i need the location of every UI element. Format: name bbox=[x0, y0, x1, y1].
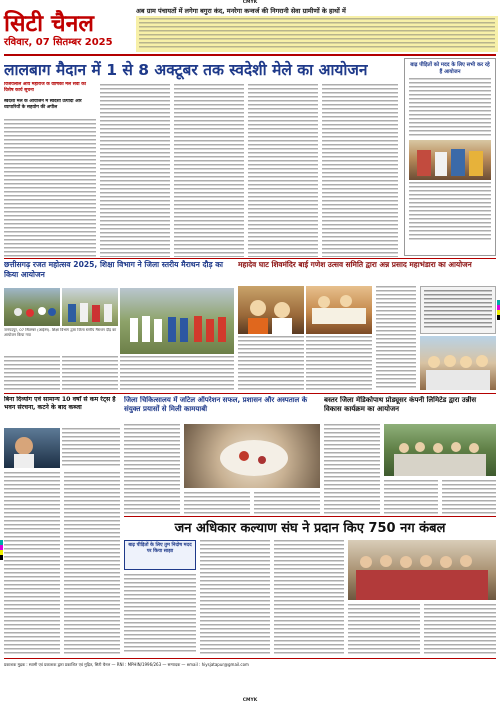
right-promo-box bbox=[420, 286, 496, 334]
story6-photo bbox=[384, 424, 496, 476]
masthead-title: सिटी चैनल bbox=[4, 10, 95, 37]
lead-col3-text bbox=[174, 84, 244, 257]
story4-photo-caption bbox=[62, 428, 120, 468]
story2-text-c bbox=[120, 356, 234, 390]
divider-2 bbox=[4, 393, 496, 394]
divider-1 bbox=[4, 258, 496, 259]
cmyk-mark-top: CMYK bbox=[242, 0, 258, 5]
story7-box-text: बाढ़ पीड़ितों के लिए तुम निदोष मदद पर किया साझा bbox=[128, 543, 192, 554]
side-box-headline: बाढ़ पीड़ितों को मदद के लिए सभी कर रहे हैं आयोजन bbox=[410, 62, 490, 75]
divider-3 bbox=[124, 516, 496, 517]
side-box-text-2 bbox=[409, 182, 491, 240]
story2-photo-3 bbox=[120, 288, 234, 354]
story3-photo-1 bbox=[238, 286, 304, 334]
story5-text-c bbox=[254, 492, 320, 514]
story3-text-b bbox=[306, 336, 372, 390]
story4-photo bbox=[4, 428, 60, 468]
lead-col4-text bbox=[248, 84, 318, 257]
story6-text-c bbox=[442, 480, 496, 514]
story4-text-b bbox=[64, 472, 120, 654]
story7-photo bbox=[348, 540, 496, 600]
side-box-photo bbox=[409, 140, 491, 180]
story7-text-a bbox=[124, 574, 196, 654]
story2-headline: छत्तीसगढ़ रजत महोत्सव 2025, शिक्षा विभाग ने जिला स्तरीय मैराथन दौड़ का किया आयोजन bbox=[4, 260, 223, 279]
story6-text-b bbox=[384, 480, 438, 514]
footer-rule bbox=[4, 658, 496, 659]
story2-caption: जनपदपुर, 07 सितम्बर (आईस्न). शिक्षा विभाग द्वारा जिला स्तरीय मैराथन दौड़ का आयोजन किया गया bbox=[4, 328, 117, 337]
story5-text-b bbox=[184, 492, 250, 514]
story7-text-e bbox=[424, 604, 496, 654]
lead-col1-text bbox=[4, 119, 96, 257]
masthead-date: रविवार, 07 सितम्बर 2025 bbox=[4, 37, 113, 48]
ticker-headline: अब ग्राम पंचायतों में लगेगा बगुरा कंद, मनरेगा कन्वर्ज की निगरानी सेवा ग्रामीणों के हाथों में bbox=[136, 7, 346, 15]
right-promo-photo bbox=[420, 336, 496, 390]
lead-kicker: विजयलाल आर्य महाराज के वार्षिकी मेले सेवा का विशेष कार्य सूचना bbox=[4, 82, 86, 93]
story3-text-c bbox=[376, 286, 416, 390]
story2-text-b bbox=[62, 356, 118, 390]
ticker-body bbox=[136, 16, 498, 52]
lead-headline: लालबाग मैदान में 1 से 8 अक्टूबर तक स्वदेशी मेले का आयोजन bbox=[4, 61, 368, 79]
story3-photo-2 bbox=[306, 286, 372, 334]
story5-photo bbox=[184, 424, 320, 488]
story7-text-c bbox=[274, 540, 344, 654]
story6-headline: बस्तर जिला मेडिकोपाथ प्रोड्यूसर कंपनी लिमिटेड द्वारा उन्नीस विकास कार्यक्रम का आयोजन bbox=[324, 396, 477, 413]
story7-text-d bbox=[348, 604, 420, 654]
story6-text-a bbox=[324, 424, 380, 514]
story3-headline: महादेव घाट शिवमंदिर बाई गणेश उत्सव समिति द्वारा अन्न प्रसाद महाभंडारा का आयोजन bbox=[238, 260, 472, 269]
story2-photo-1 bbox=[4, 288, 60, 326]
story2-photo-2 bbox=[62, 288, 118, 326]
story4-text-a bbox=[4, 472, 60, 654]
story5-text-a bbox=[124, 424, 180, 514]
cmyk-mark-bottom: CMYK bbox=[242, 698, 258, 703]
story2-text-a bbox=[4, 356, 60, 390]
story7-text-b bbox=[200, 540, 270, 654]
side-box bbox=[404, 58, 496, 256]
story7-box bbox=[124, 540, 196, 570]
masthead-rule bbox=[4, 54, 496, 56]
side-cmyk-left bbox=[0, 540, 3, 560]
footer-imprint: प्रकाशक मुद्रक : स्वामी एवं प्रकाशक द्वारा प्रकाशित एवं मुद्रित, सिटी चैनल — RNI : MPHIN/1996/263 — सम्पादक — email : hiysjatapur@gmail.com bbox=[4, 662, 249, 667]
side-box-text-1 bbox=[409, 78, 491, 138]
story4-headline: बिना दिव्यांग एवं सामान्य 10 वर्षों से कम रेट्स है भवन संरचना, कटने के बाद कब्जा bbox=[4, 396, 116, 411]
story3-text-a bbox=[238, 336, 304, 390]
lead-subhead: स्वदेशी मेले के आयोजन में स्वदेशी उत्पादो और व्यापारियों के सहयोग की अपील bbox=[4, 99, 82, 110]
story5-headline: जिला चिकित्सालय में जटिल ऑपरेशन सफल, प्रशासन और अस्पताल के संयुक्त प्रयासों से मिली कामयाबी bbox=[124, 396, 308, 413]
lead-col2-text bbox=[100, 84, 170, 257]
story7-headline: जन अधिकार कल्याण संघ ने प्रदान किए 750 नग कंबल bbox=[174, 521, 446, 536]
lead-col5-text bbox=[322, 84, 398, 257]
